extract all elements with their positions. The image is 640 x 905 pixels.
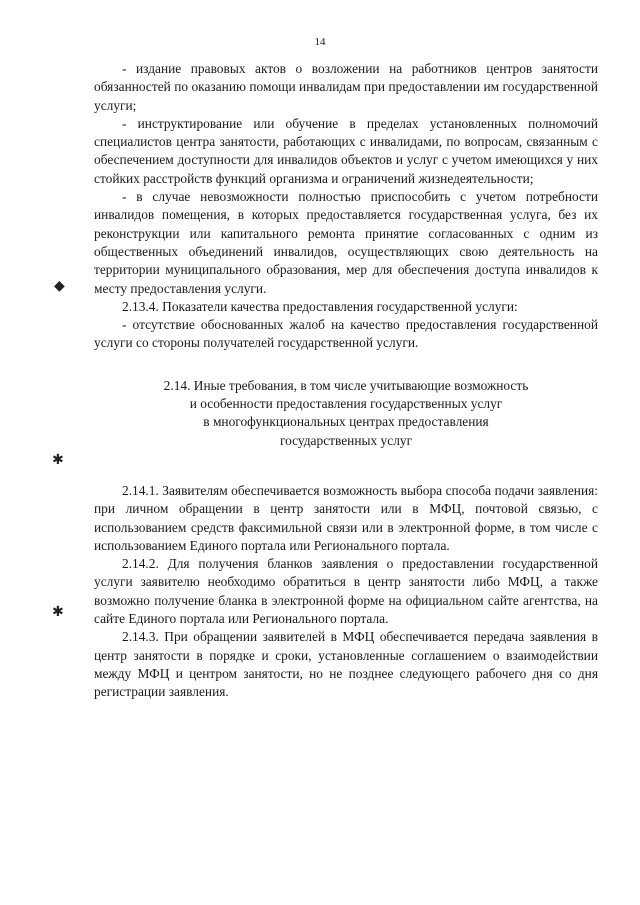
margin-mark-3: ✱ [52, 604, 64, 620]
heading-line: государственных услуг [279, 432, 413, 448]
heading-line: 2.14. Иные требования, в том числе учитывающие возможность [163, 377, 529, 393]
heading-line: и особенности предоставления государственных услуг [189, 396, 503, 412]
paragraph: - инструктирование или обучение в пределах установленных полномочий специалистов центра занятости, работающих с инвалидами, по вопросам, связанным с обеспечением доступности для инвалидов объектов и услуг с учетом имеющихся у них стойких расстройств функций организма и ограничений жизнедеятельности; [94, 115, 598, 186]
margin-mark-2: ✱ [52, 452, 64, 468]
paragraph: 2.14.1. Заявителям обеспечивается возможность выбора способа подачи заявления: при личном обращении в центр занятости или в МФЦ, почтовой связью, с использованием средств факсимильной связи или в электронной форме, в том числе с использованием Единого портала или Регионального портала. [94, 482, 598, 553]
document-body [94, 60, 598, 702]
paragraph: 2.14.3. При обращении заявителей в МФЦ обеспечивается передача заявления в центр занятости в порядке и сроки, установленные соглашением о взаимодействии между МФЦ и центром занятости, но не позднее следующего рабочего дня со дня регистрации заявления. [94, 629, 598, 700]
page-number: 14 [314, 36, 326, 48]
heading-line: в многофункциональных центрах предоставления [203, 414, 489, 430]
paragraph: - в случае невозможности полностью приспособить с учетом потребности инвалидов помещения, в которых предоставляется государственная услуга, без их реконструкции или капитального ремонта принятие согласованных с одним из общественных объединений инвалидов, осуществляющих свою деятельность на территории муниципального образования, мер для обеспечения доступа инвалидов к месту предоставления услуги. [94, 189, 598, 296]
paragraph: - издание правовых актов о возложении на работников центров занятости обязанностей по оказанию помощи инвалидам при предоставлении им государственной услуги; [94, 61, 598, 113]
paragraph: 2.14.2. Для получения бланков заявления о предоставлении государственной услуги заявителю необходимо обратиться в центр занятости либо МФЦ, а также возможно получение бланка в электронной форме на официальном сайте агентства, на сайте Единого портала или Регионального портала. [94, 556, 598, 627]
paragraph: - отсутствие обоснованных жалоб на качество предоставления государственной услуги со стороны получателей государственной услуги. [94, 317, 598, 351]
margin-mark-1: ◆ [54, 278, 65, 294]
section-heading [94, 377, 598, 450]
paragraph: 2.13.4. Показатели качества предоставления государственной услуги: [122, 298, 518, 314]
